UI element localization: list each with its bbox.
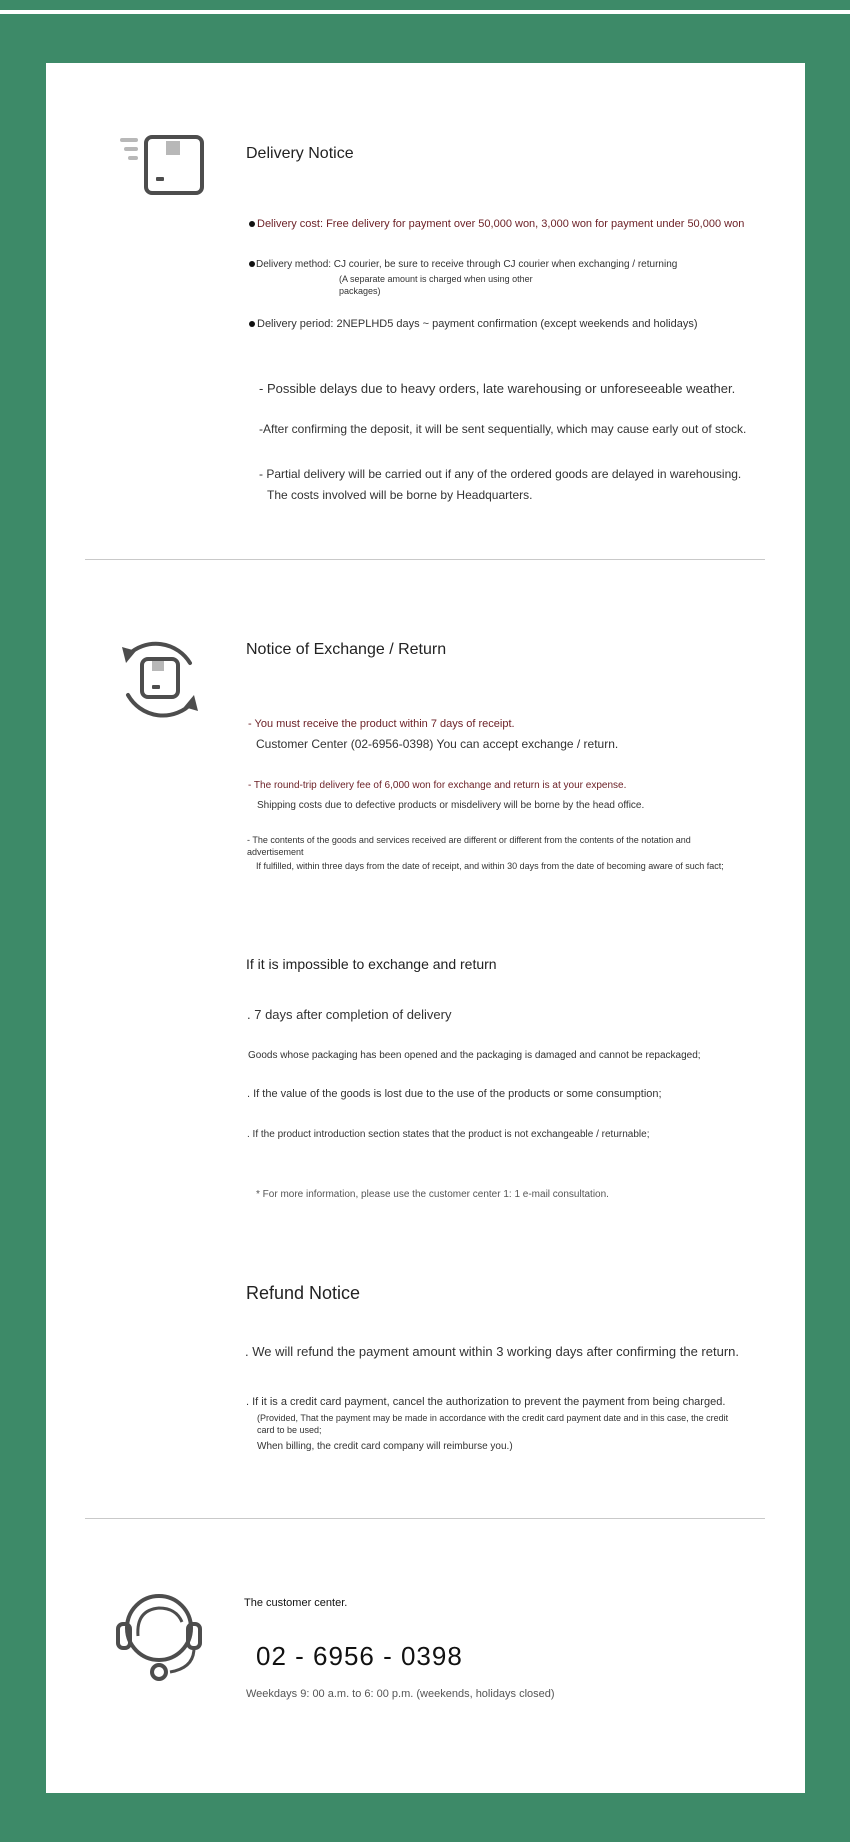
impossible-title: If it is impossible to exchange and return	[246, 956, 497, 972]
exchange-contents-days: If fulfilled, within three days from the date of receipt, and within 30 days from the date of becoming aware of such fact;	[256, 861, 724, 871]
impossible-item: Goods whose packaging has been opened and the packaging is damaged and cannot be repackaged;	[248, 1050, 701, 1061]
notice-card	[46, 63, 805, 1793]
section-divider	[85, 559, 765, 560]
bullet	[249, 261, 255, 267]
refund-item: . We will refund the payment amount within 3 working days after confirming the return.	[245, 1344, 739, 1359]
customer-hours: Weekdays 9: 00 a.m. to 6: 00 p.m. (weekends, holidays closed)	[246, 1688, 555, 1700]
delivery-partial-cost: The costs involved will be borne by Headquarters.	[267, 488, 533, 502]
exchange-title: Notice of Exchange / Return	[246, 641, 447, 658]
refund-item: . If it is a credit card payment, cancel the authorization to prevent the payment from being charged.	[246, 1396, 726, 1408]
refund-item-note: (Provided, That the payment may be made in accordance with the credit card payment date and in this case, the credit	[257, 1413, 729, 1423]
headset-agent-icon	[114, 1588, 204, 1684]
delivery-method: Delivery method: CJ courier, be sure to receive through CJ courier when exchanging / returning	[256, 259, 678, 270]
delivery-method-note: packages)	[339, 286, 381, 296]
package-delivery-icon	[116, 135, 206, 205]
bullet	[249, 221, 255, 227]
exchange-fee: - The round-trip delivery fee of 6,000 won for exchange and return is at your expense.	[248, 780, 627, 791]
delivery-method-note: (A separate amount is charged when using other	[339, 274, 533, 284]
refund-title: Refund Notice	[246, 1283, 361, 1303]
bullet	[249, 321, 255, 327]
delivery-partial: - Partial delivery will be carried out if any of the ordered goods are delayed in warehousing.	[259, 467, 742, 481]
impossible-item: . If the product introduction section states that the product is not exchangeable / returnable;	[247, 1129, 650, 1140]
top-stripe	[0, 10, 850, 14]
customer-title: The customer center.	[244, 1597, 348, 1609]
delivery-period: Delivery period: 2NEPLHD5 days ~ payment confirmation (except weekends and holidays)	[257, 318, 698, 330]
delivery-delay: - Possible delays due to heavy orders, late warehousing or unforeseeable weather.	[259, 381, 736, 396]
exchange-contents-ad: advertisement	[247, 847, 304, 857]
refund-item-note: card to be used;	[257, 1425, 322, 1435]
exchange-return-icon	[114, 633, 206, 725]
section-divider	[85, 1518, 765, 1519]
impossible-item: . If the value of the goods is lost due to the use of the products or some consumption;	[247, 1088, 662, 1100]
delivery-title: Delivery Notice	[246, 145, 354, 162]
delivery-cost: Delivery cost: Free delivery for payment over 50,000 won, 3,000 won for payment under 50,000 won	[257, 218, 745, 230]
impossible-note: * For more information, please use the customer center 1: 1 e-mail consultation.	[256, 1189, 609, 1200]
exchange-fee-office: Shipping costs due to defective products or misdelivery will be borne by the head office.	[257, 800, 645, 811]
customer-phone[interactable]: 02 - 6956 - 0398	[256, 1641, 463, 1671]
delivery-sequential: -After confirming the deposit, it will be sent sequentially, which may cause early out of stock.	[259, 422, 747, 436]
exchange-receive-center: Customer Center (02-6956-0398) You can accept exchange / return.	[256, 737, 619, 751]
exchange-contents: - The contents of the goods and services received are different or different from the contents of the notation and	[247, 835, 691, 845]
exchange-receive: - You must receive the product within 7 days of receipt.	[248, 718, 515, 730]
impossible-item: . 7 days after completion of delivery	[247, 1007, 452, 1022]
refund-item-note: When billing, the credit card company will reimburse you.)	[257, 1441, 513, 1452]
